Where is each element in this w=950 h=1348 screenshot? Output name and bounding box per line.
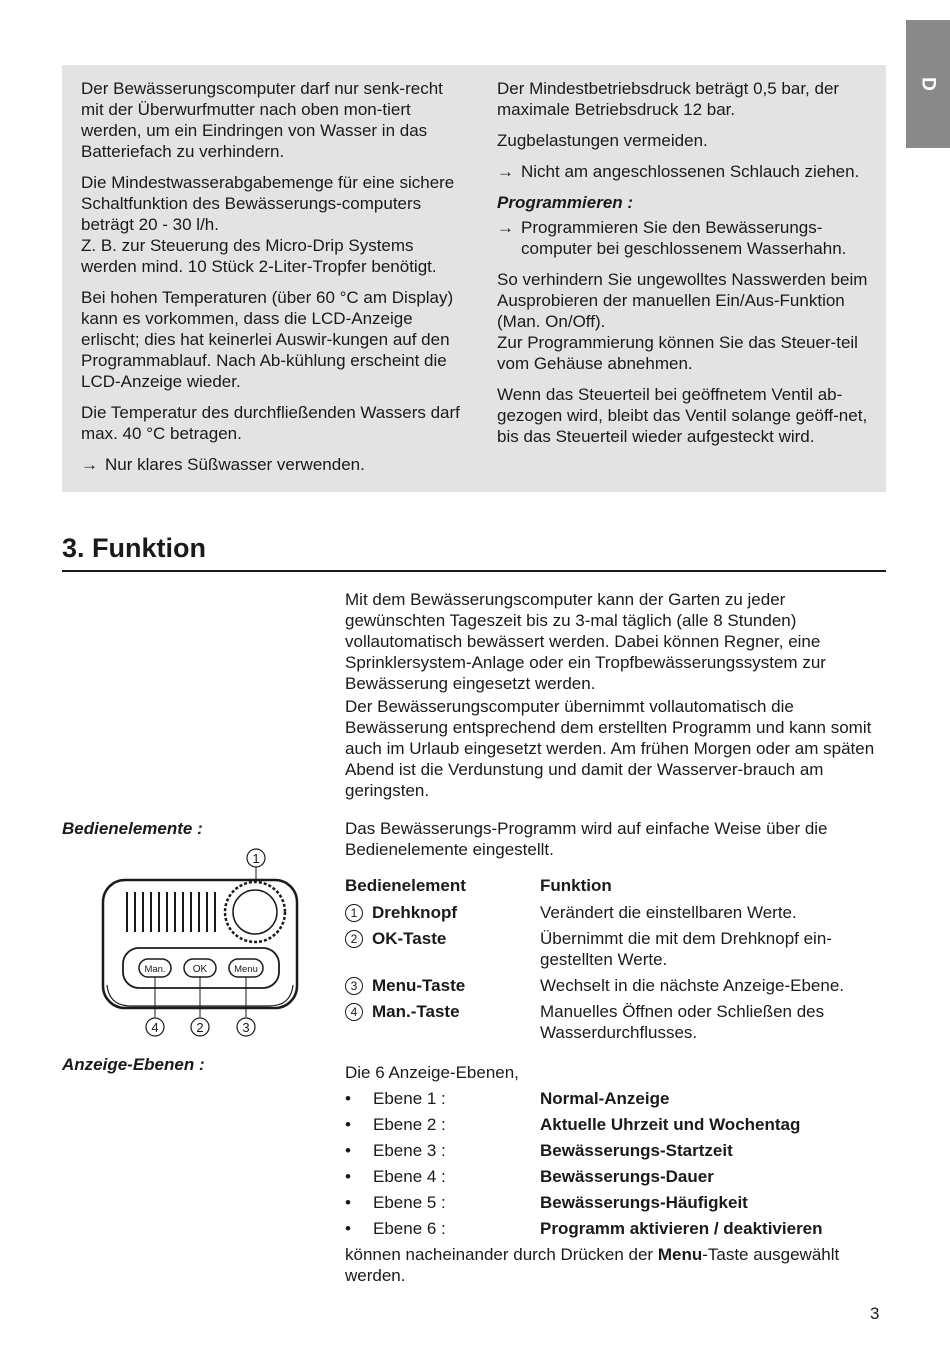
bullet: • bbox=[345, 1089, 351, 1108]
device-illustration bbox=[95, 840, 310, 1045]
levels-block bbox=[345, 1062, 880, 1286]
callout-number: 4 bbox=[151, 1020, 159, 1035]
ok-button-label: OK bbox=[192, 964, 208, 975]
notice-paragraph: Zugbelastungen vermeiden. bbox=[497, 131, 708, 150]
control-name: Menu-Taste bbox=[372, 976, 466, 995]
column-header: Bedienelement bbox=[345, 876, 466, 895]
control-function: Wechselt in die nächste Anzeige-Ebene. bbox=[540, 976, 844, 995]
language-tab bbox=[906, 20, 950, 148]
number-badge: 2 bbox=[345, 930, 363, 948]
controls-intro: Das Bewässerungs-Programm wird auf einfache Weise über die Bedienelemente eingestellt. bbox=[345, 819, 828, 859]
level-value: Normal-Anzeige bbox=[540, 1089, 670, 1108]
arrow-icon: → bbox=[497, 218, 514, 237]
section-title: 3. Funktion bbox=[62, 533, 206, 563]
notice-paragraph: Bei hohen Temperaturen (über 60 °C am Display) kann es vorkommen, dass die LCD-Anzeige erlischt; dies hat keinerlei Auswir-kungen auf den Programmablauf. Nach Ab-kühlung erscheint die LCD-Anzeige wieder. bbox=[81, 288, 454, 391]
level-name: Ebene 3 : bbox=[373, 1141, 446, 1160]
table-header bbox=[345, 875, 880, 896]
level-name: Ebene 5 : bbox=[373, 1193, 446, 1212]
notice-column-right bbox=[497, 78, 877, 457]
list-item bbox=[345, 1114, 880, 1140]
level-value: Bewässerungs-Häufigkeit bbox=[540, 1193, 748, 1212]
body-paragraph: Mit dem Bewässerungscomputer kann der Garten zu jeder gewünschten Tageszeit bis zu 3-mal täglich (alle 8 Stunden) vollautomatisch bewässert werden. Dabei können Regner, eine Sprinklersystem-Anlage oder ein Tropfbewässerungssystem zur Bewässerung eingesetzt werden. bbox=[345, 590, 826, 693]
instruction-item: → Nicht am angeschlossenen Schlauch ziehen. bbox=[497, 162, 860, 181]
table-row bbox=[345, 928, 880, 970]
list-item bbox=[345, 1088, 880, 1114]
subheading-programmieren: Programmieren : bbox=[497, 193, 634, 212]
level-name: Ebene 4 : bbox=[373, 1167, 446, 1186]
controls-table bbox=[345, 875, 880, 1048]
arrow-icon: → bbox=[497, 162, 514, 181]
section-divider bbox=[62, 570, 886, 572]
notice-paragraph: Die Temperatur des durchfließenden Wassers darf max. 40 °C betragen. bbox=[81, 403, 460, 443]
list-item bbox=[345, 1166, 880, 1192]
instruction-item: → Nur klares Süßwasser verwenden. bbox=[81, 455, 365, 474]
level-name: Ebene 2 : bbox=[373, 1115, 446, 1134]
bullet: • bbox=[345, 1141, 351, 1160]
levels-heading: Anzeige-Ebenen : bbox=[62, 1055, 205, 1074]
table-row bbox=[345, 975, 880, 996]
levels-intro: Die 6 Anzeige-Ebenen, bbox=[345, 1063, 519, 1082]
control-name: OK-Taste bbox=[372, 929, 447, 948]
level-value: Bewässerungs-Dauer bbox=[540, 1167, 714, 1186]
level-value: Bewässerungs-Startzeit bbox=[540, 1141, 733, 1160]
section-body bbox=[345, 589, 880, 803]
man-button-label: Man. bbox=[144, 964, 166, 975]
notice-paragraph: Die Mindestwasserabgabemenge für eine sichere Schaltfunktion des Bewässerungs-computers beträgt 20 - 30 l/h. Z. B. zur Steuerung des Micro-Drip Systems werden mind. 10 Stück 2-Liter-Tropfer benötigt. bbox=[81, 173, 455, 276]
control-name: Drehknopf bbox=[372, 903, 457, 922]
levels-outro: können nacheinander durch Drücken der Menu-Taste ausgewählt werden. bbox=[345, 1245, 840, 1285]
menu-button-label: Menu bbox=[234, 964, 258, 975]
level-value: Programm aktivieren / deaktivieren bbox=[540, 1219, 823, 1238]
list-item bbox=[345, 1140, 880, 1166]
list-item bbox=[345, 1218, 880, 1244]
level-value: Aktuelle Uhrzeit und Wochentag bbox=[540, 1115, 801, 1134]
controls-heading: Bedienelemente : bbox=[62, 819, 203, 838]
notice-paragraph: Der Mindestbetriebsdruck beträgt 0,5 bar, der maximale Betriebsdruck 12 bar. bbox=[497, 79, 840, 119]
control-function: Übernimmt die mit dem Drehknopf ein-gestellten Werte. bbox=[540, 929, 832, 969]
page-number: 3 bbox=[870, 1304, 880, 1323]
callout-number: 3 bbox=[242, 1020, 250, 1035]
notice-paragraph: Der Bewässerungscomputer darf nur senk-recht mit der Überwurfmutter nach oben mon-tiert werden, um ein Eindringen von Wasser in das Batteriefach zu verhindern. bbox=[81, 79, 443, 161]
bullet: • bbox=[345, 1115, 351, 1134]
notice-paragraph: So verhindern Sie ungewolltes Nasswerden beim Ausprobieren der manuellen Ein/Aus-Funktion (Man. On/Off). Zur Programmierung können Sie das Steuer-teil vom Gehäuse abnehmen. bbox=[497, 270, 868, 373]
instruction-item: → Programmieren Sie den Bewässerungs-computer bei geschlossenem Wasserhahn. bbox=[497, 218, 847, 258]
table-row bbox=[345, 902, 880, 923]
number-badge: 1 bbox=[345, 904, 363, 922]
table-row bbox=[345, 1001, 880, 1043]
bullet: • bbox=[345, 1193, 351, 1212]
callout-number: 1 bbox=[252, 851, 260, 866]
level-name: Ebene 6 : bbox=[373, 1219, 446, 1238]
control-function: Manuelles Öffnen oder Schließen des Wasserdurchflusses. bbox=[540, 1002, 825, 1042]
notice-paragraph: Wenn das Steuerteil bei geöffnetem Ventil ab-gezogen wird, bleibt das Ventil solange geöff-net, bis das Steuerteil wieder aufgesteckt wird. bbox=[497, 385, 868, 446]
control-function: Verändert die einstellbaren Werte. bbox=[540, 903, 797, 922]
arrow-icon: → bbox=[81, 455, 98, 474]
number-badge: 3 bbox=[345, 977, 363, 995]
column-header: Funktion bbox=[540, 876, 612, 895]
bullet: • bbox=[345, 1167, 351, 1186]
callout-number: 2 bbox=[196, 1020, 204, 1035]
level-name: Ebene 1 : bbox=[373, 1089, 446, 1108]
language-tab-label: D bbox=[917, 77, 939, 91]
number-badge: 4 bbox=[345, 1003, 363, 1021]
body-paragraph: Der Bewässerungscomputer übernimmt vollautomatisch die Bewässerung entsprechend dem erstellten Programm und kann somit auch im Urlaub eingesetzt werden. Am frühen Morgen oder am späten Abend ist die Verdunstung und damit der Wasserver-brauch am geringsten. bbox=[345, 697, 875, 800]
control-name: Man.-Taste bbox=[372, 1002, 460, 1021]
list-item bbox=[345, 1192, 880, 1218]
notice-column-left bbox=[81, 78, 466, 485]
bullet: • bbox=[345, 1219, 351, 1238]
